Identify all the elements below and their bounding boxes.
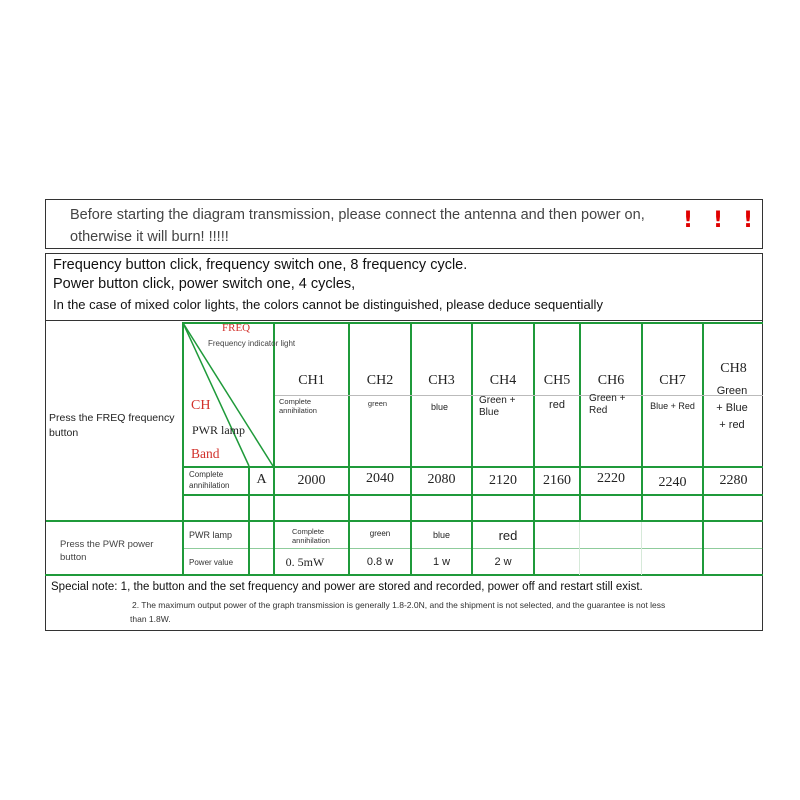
ch3-name: CH3 xyxy=(428,373,455,388)
ch3-color: blue xyxy=(430,402,448,412)
ch5-name: CH5 xyxy=(543,373,571,388)
note-1: Special note: 1, the button and the set frequency and power are stored and recorded, power off and restart still exist. xyxy=(51,581,643,593)
ch4-color: Green + Blue xyxy=(479,395,516,418)
pwr-2-lamp: green xyxy=(369,529,391,538)
intro-separator xyxy=(45,320,763,321)
ch2-freq: 2040 xyxy=(366,471,394,486)
ch6-freq: 2220 xyxy=(597,471,625,486)
pwr-2-value: 0.8 w xyxy=(366,556,394,568)
intro-line-3: In the case of mixed color lights, the colors cannot be distinguished, please deduce sequentially xyxy=(53,297,603,312)
freq-row-label: Press the FREQ frequency button xyxy=(49,412,175,439)
header-freq: FREQ xyxy=(222,322,251,334)
ch8-name: CH8 xyxy=(720,361,747,376)
label-ch: CH xyxy=(191,398,211,413)
ch8-color: Green + Blue + red xyxy=(716,385,748,431)
band-row-label: Complete annihilation xyxy=(189,470,230,490)
ch7-freq: 2240 xyxy=(658,475,687,490)
label-pwr-lamp: PWR lamp xyxy=(192,423,245,437)
header-freq-sub: Frequency indicator light xyxy=(208,339,296,348)
pwr-4-value: 2 w xyxy=(494,556,512,568)
note-2-line-2: than 1.8W. xyxy=(130,614,171,624)
pwr-1-lamp: Complete annihilation xyxy=(292,527,330,545)
ch7-name: CH7 xyxy=(659,373,686,388)
label-band: Band xyxy=(191,446,220,461)
warning-box xyxy=(45,199,763,249)
warning-mark-3: ! xyxy=(743,208,754,233)
ch1-color: Complete annihilation xyxy=(279,397,317,415)
ch3-freq: 2080 xyxy=(427,472,456,487)
ch1-name: CH1 xyxy=(298,373,325,388)
pwr-value-label: Power value xyxy=(189,558,234,567)
ch2-name: CH2 xyxy=(366,373,394,388)
ch5-freq: 2160 xyxy=(543,473,571,488)
intro-line-2: Power button click, power switch one, 4 cycles, xyxy=(53,276,356,292)
pwr-4-lamp: red xyxy=(498,528,518,543)
pwr-3-value: 1 w xyxy=(432,556,451,568)
warning-text xyxy=(70,204,645,248)
pwr-lamp-label: PWR lamp xyxy=(189,530,233,540)
band-letter: A xyxy=(256,472,267,487)
pwr-3-lamp: blue xyxy=(432,530,450,540)
ch4-freq: 2120 xyxy=(489,473,517,488)
ch7-color: Blue + Red xyxy=(650,401,695,411)
pwr-1-value: 0. 5mW xyxy=(285,555,325,569)
ch5-color: red xyxy=(549,399,565,411)
intro-line-1: Frequency button click, frequency switch one, 8 frequency cycle. xyxy=(53,257,468,273)
ch2-color: green xyxy=(367,399,388,408)
pwr-row-label: Press the PWR power button xyxy=(60,539,154,563)
note-2-line-1: 2. The maximum output power of the graph transmission is generally 1.8-2.0N, and the shipment is not selected, and the guarantee is not less xyxy=(132,600,666,610)
ch6-name: CH6 xyxy=(597,373,625,388)
warning-mark-2: ! xyxy=(713,208,724,233)
ch4-name: CH4 xyxy=(489,373,517,388)
ch8-freq: 2280 xyxy=(719,473,748,488)
ch6-color: Green + Red xyxy=(589,393,626,416)
warning-mark-1: ! xyxy=(683,208,694,233)
warning-line-2: otherwise it will burn! !!!!! xyxy=(70,229,229,245)
warning-line-1: Before starting the diagram transmission, please connect the antenna and then power on, xyxy=(70,207,645,223)
ch1-freq: 2000 xyxy=(297,473,326,488)
